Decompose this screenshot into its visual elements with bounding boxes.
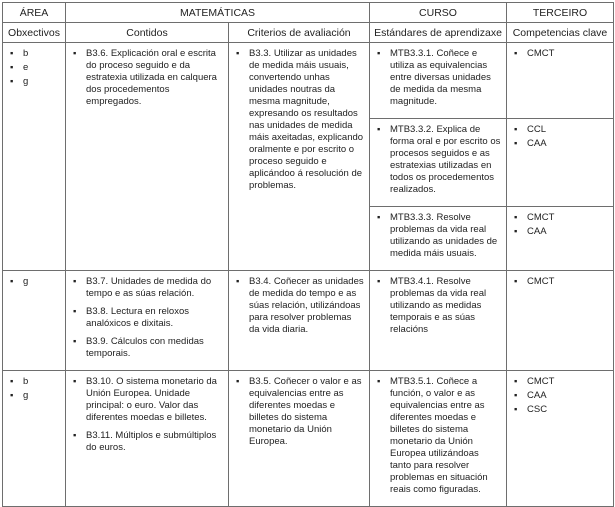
competencias-list bbox=[511, 276, 608, 288]
cell-competencias bbox=[507, 207, 614, 271]
estandar-list bbox=[374, 376, 501, 496]
estandar-list bbox=[374, 124, 501, 196]
cell-estandar bbox=[370, 207, 507, 271]
list-item: ▪ MTB3.3.3. Resolve problemas da vida real utilizando as unidades de medida máis usuais. bbox=[377, 212, 501, 260]
header-estandares: Estándares de aprendizaxe bbox=[370, 23, 507, 43]
header-contidos: Contidos bbox=[66, 23, 229, 43]
table-row bbox=[3, 271, 614, 371]
header-criterios: Criterios de avaliación bbox=[229, 23, 370, 43]
estandar-list bbox=[374, 212, 501, 260]
table-row bbox=[3, 43, 614, 119]
list-item: ▪ CMCT bbox=[514, 48, 608, 60]
list-item: ▪ B3.4. Coñecer as unidades de medida do tempo e as súas relación, utilizándoas para resolver problemas da vida diaria. bbox=[236, 276, 364, 336]
header-competencias: Competencias clave bbox=[507, 23, 614, 43]
competencias-list bbox=[511, 48, 608, 60]
list-item: ▪ g bbox=[10, 76, 60, 88]
curriculum-table bbox=[2, 2, 614, 507]
list-item: ▪ B3.6. Explicación oral e escrita do proceso seguido e da estratexia utilizada en calquera dos procedementos empregados. bbox=[73, 48, 223, 108]
list-item: ▪ B3.10. O sistema monetario da Unión Europea. Unidade principal: o euro. Valor das diferentes moedas e billetes. bbox=[73, 376, 223, 424]
cell-competencias bbox=[507, 43, 614, 119]
cell-estandar bbox=[370, 119, 507, 207]
list-item: ▪ CAA bbox=[514, 390, 608, 402]
contidos-list bbox=[70, 48, 223, 108]
header-matematicas: MATEMÁTICAS bbox=[66, 3, 370, 23]
criterios-list bbox=[233, 376, 364, 448]
list-item: ▪ CMCT bbox=[514, 376, 608, 388]
cell-estandar bbox=[370, 43, 507, 119]
list-item: ▪ CAA bbox=[514, 226, 608, 238]
competencias-list bbox=[511, 376, 608, 416]
header-area: ÁREA bbox=[3, 3, 66, 23]
list-item: ▪ g bbox=[10, 276, 60, 288]
list-item: ▪ CMCT bbox=[514, 212, 608, 224]
list-item: ▪ CMCT bbox=[514, 276, 608, 288]
cell-obxectivos bbox=[3, 43, 66, 271]
cell-contidos bbox=[66, 271, 229, 371]
list-item: ▪ B3.5. Coñecer o valor e as equivalencias entre as diferentes moedas e billetes do sistema monetario da Unión Europea. bbox=[236, 376, 364, 448]
cell-obxectivos bbox=[3, 271, 66, 371]
obxectivos-list bbox=[7, 376, 60, 402]
list-item: ▪ B3.8. Lectura en reloxos analóxicos e dixitais. bbox=[73, 306, 223, 330]
list-item: ▪ CSC bbox=[514, 404, 608, 416]
table-header-row-2 bbox=[3, 23, 614, 43]
list-item: ▪ B3.3. Utilizar as unidades de medida máis usuais, convertendo unhas unidades noutras da mesma magnitude, expresando os resultados nas unidades de medida máis axeitadas, explicando oralmente e por escrito o proceso seguido e aplicándoo á resolución de problemas. bbox=[236, 48, 364, 192]
criterios-list bbox=[233, 48, 364, 192]
cell-contidos bbox=[66, 43, 229, 271]
competencias-list bbox=[511, 124, 608, 150]
list-item: ▪ B3.9. Cálculos con medidas temporais. bbox=[73, 336, 223, 360]
obxectivos-list bbox=[7, 48, 60, 88]
list-item: ▪ B3.11. Múltiplos e submúltiplos do euros. bbox=[73, 430, 223, 454]
contidos-list bbox=[70, 376, 223, 454]
estandar-list bbox=[374, 48, 501, 108]
estandar-list bbox=[374, 276, 501, 336]
obxectivos-list bbox=[7, 276, 60, 288]
cell-estandar bbox=[370, 271, 507, 371]
header-curso: CURSO bbox=[370, 3, 507, 23]
table-header-row-1 bbox=[3, 3, 614, 23]
criterios-list bbox=[233, 276, 364, 336]
header-obxectivos: Obxectivos bbox=[3, 23, 66, 43]
cell-criterios bbox=[229, 43, 370, 271]
list-item: ▪ B3.7. Unidades de medida do tempo e as súas relación. bbox=[73, 276, 223, 300]
list-item: ▪ MTB3.3.1. Coñece e utiliza as equivalencias entre diversas unidades de medida da mesma magnitude. bbox=[377, 48, 501, 108]
header-terceiro: TERCEIRO bbox=[507, 3, 614, 23]
contidos-list bbox=[70, 276, 223, 360]
list-item: ▪ CCL bbox=[514, 124, 608, 136]
cell-competencias bbox=[507, 119, 614, 207]
cell-competencias bbox=[507, 271, 614, 371]
list-item: ▪ g bbox=[10, 390, 60, 402]
cell-criterios bbox=[229, 271, 370, 371]
competencias-list bbox=[511, 212, 608, 238]
list-item: ▪ MTB3.5.1. Coñece a función, o valor e as equivalencias entre as diferentes moedas e billetes do sistema monetario da Unión Europea utilizándoas tanto para resolver problemas en situación reais como figuradas. bbox=[377, 376, 501, 496]
list-item: ▪ b bbox=[10, 376, 60, 388]
list-item: ▪ MTB3.4.1. Resolve problemas da vida real utilizando as medidas temporais e as súas relacións bbox=[377, 276, 501, 336]
list-item: ▪ b bbox=[10, 48, 60, 60]
list-item: ▪ CAA bbox=[514, 138, 608, 150]
list-item: ▪ MTB3.3.2. Explica de forma oral e por escrito os procesos seguidos e as estratexias utilizadas en todos os procedementos realizados. bbox=[377, 124, 501, 196]
list-item: ▪ e bbox=[10, 62, 60, 74]
